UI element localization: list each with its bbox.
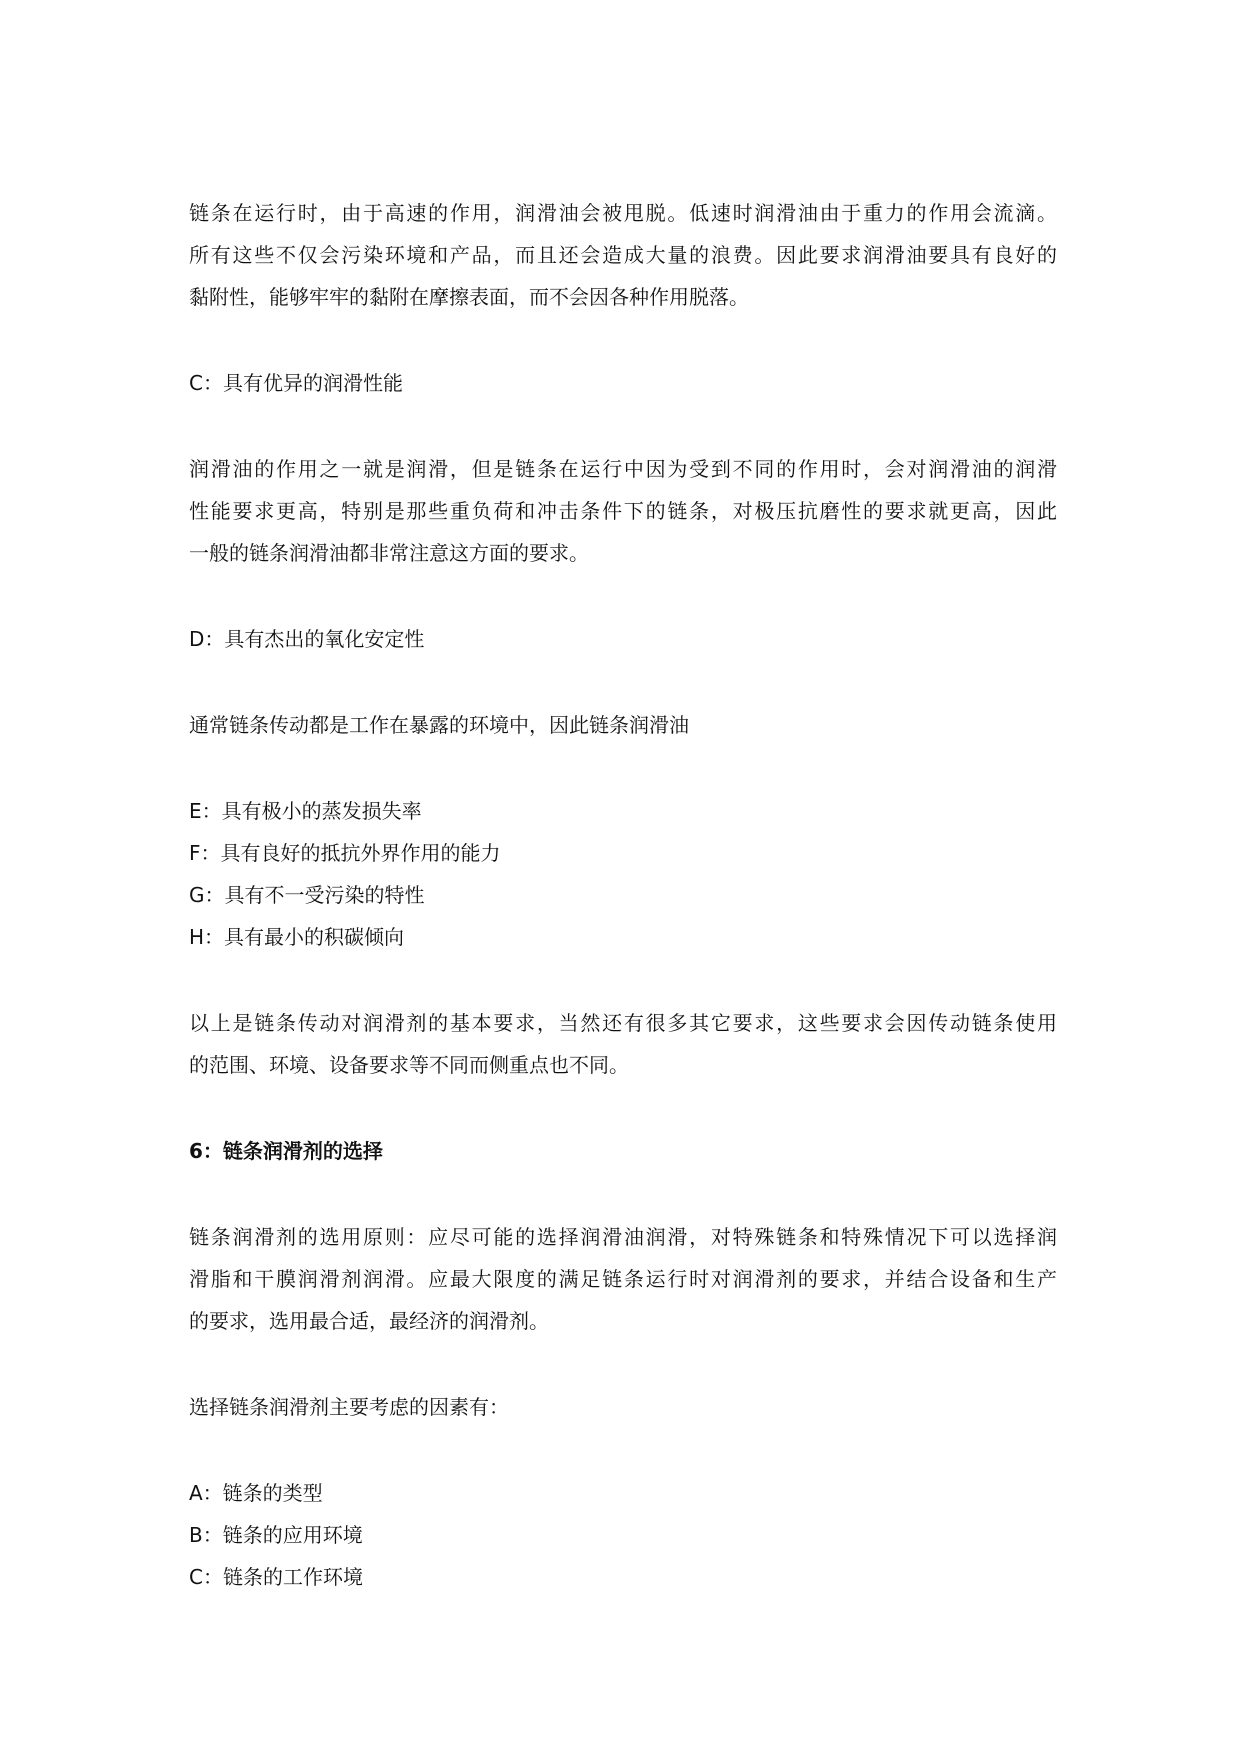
document-page xyxy=(189,192,1057,1598)
paragraph-adhesion xyxy=(189,192,1057,318)
text-line: 黏附性，能够牢牢的黏附在摩擦表面，而不会因各种作用脱落。 xyxy=(189,285,749,309)
requirements-list xyxy=(189,790,1057,958)
text-line: 滑脂和干膜润滑剂润滑。应最大限度的满足链条运行时对润滑剂的要求，并结合设备和生产 xyxy=(189,1267,1057,1291)
paragraph-exposure: 通常链条传动都是工作在暴露的环境中，因此链条润滑油 xyxy=(189,713,689,737)
paragraph-selection-principle xyxy=(189,1216,1057,1342)
text-line: 性能要求更高，特别是那些重负荷和冲击条件下的链条，对极压抗磨性的要求就更高，因此 xyxy=(189,499,1057,523)
factors-list xyxy=(189,1472,1057,1598)
list-item: G：具有不一受污染的特性 xyxy=(189,883,425,907)
text-line: 的要求，选用最合适，最经济的润滑剂。 xyxy=(189,1309,549,1333)
text-line: 的范围、环境、设备要求等不同而侧重点也不同。 xyxy=(189,1053,629,1077)
text-line: 链条在运行时，由于高速的作用，润滑油会被甩脱。低速时润滑油由于重力的作用会流滴。 xyxy=(189,201,1057,225)
list-item: H：具有最小的积碳倾向 xyxy=(189,925,405,949)
text-line: 所有这些不仅会污染环境和产品，而且还会造成大量的浪费。因此要求润滑油要具有良好的 xyxy=(189,243,1057,267)
text-line: 链条润滑剂的选用原则：应尽可能的选择润滑油润滑，对特殊链条和特殊情况下可以选择润 xyxy=(189,1225,1057,1249)
text-line: 一般的链条润滑油都非常注意这方面的要求。 xyxy=(189,541,589,565)
list-item: C：链条的工作环境 xyxy=(189,1565,363,1589)
paragraph-summary xyxy=(189,1002,1057,1086)
subheading-c: C：具有优异的润滑性能 xyxy=(189,371,403,395)
subheading-d: D：具有杰出的氧化安定性 xyxy=(189,627,425,651)
section-heading: 6：链条润滑剂的选择 xyxy=(189,1139,383,1163)
list-item: A：链条的类型 xyxy=(189,1481,323,1505)
list-item: F：具有良好的抵抗外界作用的能力 xyxy=(189,841,501,865)
list-item: E：具有极小的蒸发损失率 xyxy=(189,799,422,823)
paragraph-factors-intro: 选择链条润滑剂主要考虑的因素有： xyxy=(189,1395,509,1419)
text-line: 润滑油的作用之一就是润滑，但是链条在运行中因为受到不同的作用时，会对润滑油的润滑 xyxy=(189,457,1057,481)
paragraph-lubrication xyxy=(189,448,1057,574)
list-item: B：链条的应用环境 xyxy=(189,1523,363,1547)
text-line: 以上是链条传动对润滑剂的基本要求，当然还有很多其它要求，这些要求会因传动链条使用 xyxy=(189,1011,1057,1035)
